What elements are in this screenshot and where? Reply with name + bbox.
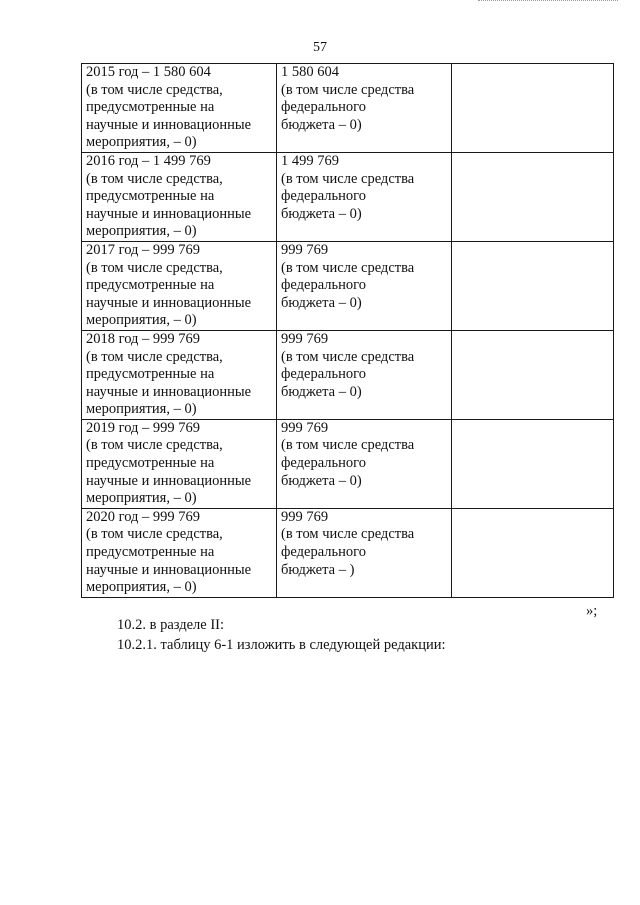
cell-text-line: бюджета – 0): [281, 294, 362, 311]
cell-text-line: мероприятия, – 0): [86, 223, 197, 240]
cell-text-line: научные и инновационные: [86, 116, 252, 133]
cell-text-line: (в том числе средства,: [86, 170, 223, 187]
cell-text-line: (в том числе средства,: [86, 437, 223, 454]
funding-table-body: [82, 64, 614, 598]
cell-text-line: федерального: [281, 277, 366, 294]
cell-text-line: 999 769: [281, 419, 329, 436]
table-cell-3: [452, 241, 614, 330]
cell-text-line: 2019 год – 999 769: [86, 419, 201, 436]
cell-text-line: мероприятия, – 0): [86, 579, 197, 596]
cell-text-line: 2020 год – 999 769: [86, 508, 201, 525]
table-cell-1: [82, 152, 277, 241]
cell-text-line: мероприятия, – 0): [86, 134, 197, 151]
cell-text-line: 1 499 769: [281, 152, 339, 169]
cell-text-line: научные и инновационные: [86, 383, 252, 400]
cell-text-line: (в том числе средства,: [86, 259, 223, 276]
cell-text-line: 999 769: [281, 241, 329, 258]
cell-text-line: (в том числе средства: [281, 170, 415, 187]
paragraph-section-ref: 10.2. в разделе II:: [117, 617, 225, 633]
cell-text-line: мероприятия, – 0): [86, 490, 197, 507]
cell-text-line: предусмотренные на: [86, 277, 215, 294]
closing-quote: »;: [586, 603, 598, 619]
cell-text-line: 2018 год – 999 769: [86, 330, 201, 347]
table-cell-2: [277, 508, 452, 597]
cell-text-line: (в том числе средства: [281, 526, 415, 543]
table-cell-3: [452, 330, 614, 419]
table-cell-2: [277, 330, 452, 419]
cell-text-line: предусмотренные на: [86, 544, 215, 561]
funding-table: [81, 63, 614, 598]
cell-text-line: бюджета – 0): [281, 116, 362, 133]
cell-text-line: федерального: [281, 188, 366, 205]
cell-text-line: научные и инновационные: [86, 561, 252, 578]
cell-text-line: 999 769: [281, 508, 329, 525]
cell-text-line: мероприятия, – 0): [86, 312, 197, 329]
cell-text-line: федерального: [281, 99, 366, 116]
cell-text-line: (в том числе средства: [281, 259, 415, 276]
cell-text-line: (в том числе средства,: [86, 81, 223, 98]
paragraph-table-instruction: 10.2.1. таблицу 6-1 изложить в следующей редакции:: [117, 637, 446, 653]
cell-text-line: 2017 год – 999 769: [86, 241, 201, 258]
cell-text-line: федерального: [281, 366, 366, 383]
cell-text-line: 2016 год – 1 499 769: [86, 152, 211, 169]
table-cell-3: [452, 152, 614, 241]
table-cell-3: [452, 64, 614, 153]
table-cell-2: [277, 241, 452, 330]
cell-text-line: 1 580 604: [281, 64, 339, 80]
cell-text-line: предусмотренные на: [86, 99, 215, 116]
cell-text-line: научные и инновационные: [86, 205, 252, 222]
cell-text-line: (в том числе средства: [281, 348, 415, 365]
table-cell-1: [82, 419, 277, 508]
cell-text-line: федерального: [281, 455, 366, 472]
cell-text-line: бюджета – ): [281, 561, 355, 578]
cell-text-line: научные и инновационные: [86, 472, 252, 489]
cell-text-line: предусмотренные на: [86, 366, 215, 383]
table-row: [82, 152, 614, 241]
cell-text-line: федерального: [281, 544, 366, 561]
cell-text-line: предусмотренные на: [86, 188, 215, 205]
table-row: [82, 64, 614, 153]
cell-text-line: мероприятия, – 0): [86, 401, 197, 418]
table-cell-2: [277, 64, 452, 153]
cell-text-line: (в том числе средства,: [86, 348, 223, 365]
table-row: [82, 241, 614, 330]
cell-text-line: бюджета – 0): [281, 383, 362, 400]
table-cell-2: [277, 152, 452, 241]
table-cell-1: [82, 508, 277, 597]
cell-text-line: (в том числе средства,: [86, 526, 223, 543]
table-cell-1: [82, 64, 277, 153]
table-cell-3: [452, 419, 614, 508]
cell-text-line: (в том числе средства: [281, 437, 415, 454]
table-cell-1: [82, 330, 277, 419]
table-cell-1: [82, 241, 277, 330]
table-row: [82, 508, 614, 597]
cell-text-line: (в том числе средства: [281, 81, 415, 98]
cell-text-line: 999 769: [281, 330, 329, 347]
table-cell-2: [277, 419, 452, 508]
cell-text-line: бюджета – 0): [281, 205, 362, 222]
page-number: 57: [313, 40, 327, 55]
table-row: [82, 330, 614, 419]
scan-edge-mark: [478, 0, 618, 3]
cell-text-line: бюджета – 0): [281, 472, 362, 489]
table-row: [82, 419, 614, 508]
cell-text-line: 2015 год – 1 580 604: [86, 64, 211, 80]
cell-text-line: научные и инновационные: [86, 294, 252, 311]
table-cell-3: [452, 508, 614, 597]
cell-text-line: предусмотренные на: [86, 455, 215, 472]
